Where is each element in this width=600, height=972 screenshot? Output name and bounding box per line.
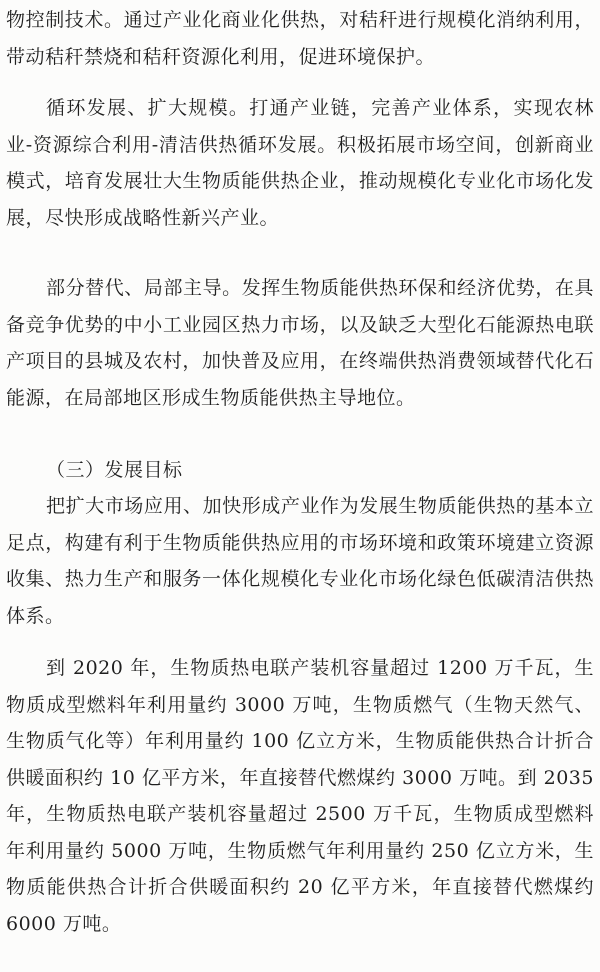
section-heading-development-goals: （三）发展目标	[46, 459, 183, 481]
paragraph-circular-development: 循环发展、扩大规模。打通产业链，完善产业体系，实现农林业-资源综合利用-清洁供热循环发展。积极拓展市场空间，创新商业模式，培育发展壮大生物质能供热企业，推动规模化专业化市场化发展，尽快形成战略性新兴产业。	[6, 97, 594, 229]
paragraph-basic-foundation: 把扩大市场应用、加快形成产业作为发展生物质能供热的基本立足点，构建有利于生物质能供热应用的市场环境和政策环境建立资源收集、热力生产和服务一体化规模化专业化市场化绿色低碳清洁供热体系。	[6, 495, 594, 627]
paragraph-partial-replacement: 部分替代、局部主导。发挥生物质能供热环保和经济优势，在具备竞争优势的中小工业园区热力市场，以及缺乏大型化石能源热电联产项目的县城及农村，加快普及应用，在终端供热消费领域替代化石能源，在局部地区形成生物质能供热主导地位。	[6, 277, 594, 409]
paragraph-targets-2020-2035: 到 2020 年，生物质热电联产装机容量超过 1200 万千瓦，生物质成型燃料年利用量约 3000 万吨，生物质燃气（生物天然气、生物质气化等）年利用量约 100 亿立方米，生物质能供热合计折合供暖面积约 10 亿平方米，年直接替代燃煤约 3000 万吨。到 2035 年，生物质热电联产装机容量超过 2500 万千瓦，生物质成型燃料年利用量约 5000 万吨，生物质燃气年利用量约 250 亿立方米，生物质能供热合计折合供暖面积约 20 亿平方米，年直接替代燃煤约 6000 万吨。	[6, 657, 594, 935]
paragraph-straw-utilization: 物控制技术。通过产业化商业化供热，对秸秆进行规模化消纳利用，带动秸秆禁烧和秸秆资源化利用，促进环境保护。	[6, 9, 594, 68]
